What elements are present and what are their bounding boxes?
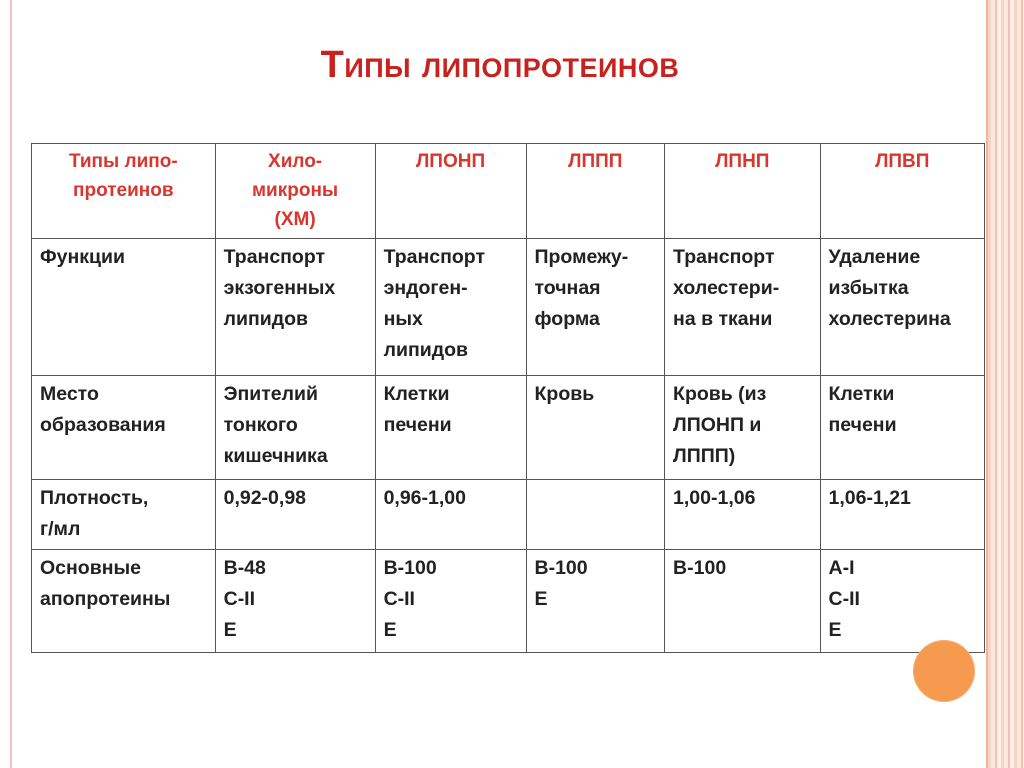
cell-text: 0,92-0,98: [223, 487, 307, 509]
table-cell: [820, 480, 985, 550]
header-cell: [820, 144, 985, 239]
header-cell: [375, 144, 526, 239]
table-cell: [526, 550, 665, 653]
cell-text: ЛППП): [673, 445, 736, 467]
header-cell: [215, 144, 375, 239]
table-cell: [665, 550, 820, 653]
cell-text: Клетки: [828, 383, 895, 405]
header-text: протеинов: [73, 180, 174, 201]
cell-text: А-I: [828, 557, 855, 579]
lipoprotein-table: [31, 143, 985, 653]
cell-text: Кровь: [534, 383, 595, 405]
table-row: [32, 239, 985, 376]
cell-text: ных: [383, 308, 423, 330]
table-cell: [215, 239, 375, 376]
header-text: ЛПНП: [715, 151, 770, 172]
cell-text: экзогенных: [223, 277, 336, 299]
header-text: Типы липо-: [68, 151, 178, 172]
decorative-stripes: [988, 0, 1024, 768]
cell-text: Транспорт: [223, 246, 326, 268]
header-cell: [665, 144, 820, 239]
cell-text: Эпителий: [223, 383, 319, 405]
table-cell: [375, 239, 526, 376]
cell-text: С-II: [383, 588, 415, 610]
header-text: ЛППП: [568, 151, 623, 172]
cell-text: Основные: [40, 557, 141, 579]
slide-left-border: [0, 0, 12, 768]
cell-text: апопротеины: [40, 588, 171, 610]
table-cell: [375, 376, 526, 480]
row-label: [32, 376, 216, 480]
header-text: ЛПОНП: [415, 151, 486, 172]
header-cell: [32, 144, 216, 239]
cell-text: С-II: [223, 588, 256, 610]
cell-text: В-100: [673, 557, 727, 579]
table-cell: [215, 550, 375, 653]
table-cell: [820, 239, 985, 376]
cell-text: тонкого: [223, 414, 298, 436]
row-label: [32, 550, 216, 653]
table-row: [32, 480, 985, 550]
cell-text: избытка: [828, 277, 909, 299]
cell-text: липидов: [223, 308, 309, 330]
cell-text: С-II: [828, 588, 860, 610]
table-cell-empty: [526, 480, 665, 550]
cell-text: Е: [383, 619, 397, 641]
header-text: микроны: [252, 180, 339, 201]
cell-text: кишечника: [223, 445, 328, 467]
cell-text: 1,00-1,06: [673, 487, 756, 509]
table-cell: [665, 239, 820, 376]
decorative-orange-circle: [913, 640, 975, 702]
cell-text: В-48: [223, 557, 266, 579]
cell-text: Транспорт: [383, 246, 486, 268]
cell-text: точная: [534, 277, 601, 299]
cell-text: Плотность,: [40, 487, 149, 509]
cell-text: липидов: [383, 339, 468, 361]
table-header-row: [32, 144, 985, 239]
cell-text: В-100: [534, 557, 588, 579]
table-row: [32, 550, 985, 653]
cell-text: форма: [534, 308, 600, 330]
table-cell: [375, 480, 526, 550]
cell-text: холестерина: [828, 308, 951, 330]
header-text: (ХМ): [274, 209, 316, 230]
cell-text: Функции: [40, 246, 125, 268]
table-cell: [820, 376, 985, 480]
cell-text: образования: [40, 414, 166, 436]
table-cell: [820, 550, 985, 653]
cell-text: Е: [534, 588, 548, 610]
cell-text: печени: [828, 414, 897, 436]
row-label: [32, 480, 216, 550]
table-cell: [526, 376, 665, 480]
cell-text: на в ткани: [673, 308, 773, 330]
header-text: Хило-: [268, 151, 323, 172]
cell-text: Клетки: [383, 383, 450, 405]
cell-text: В-100: [383, 557, 437, 579]
cell-text: 1,06-1,21: [828, 487, 911, 509]
cell-text: ЛПОНП и: [673, 414, 762, 436]
cell-text: Место: [40, 383, 99, 405]
cell-text: Кровь (из: [673, 383, 767, 405]
cell-text: г/мл: [40, 518, 81, 540]
cell-text: печени: [383, 414, 452, 436]
cell-text: Удаление: [828, 246, 921, 268]
cell-text: холестери-: [673, 277, 780, 299]
table-cell: [665, 376, 820, 480]
cell-text: E: [223, 619, 237, 641]
header-cell: [526, 144, 665, 239]
cell-text: Промежу-: [534, 246, 629, 268]
table-cell: [526, 239, 665, 376]
page-title: Типы липопротеинов: [320, 44, 680, 86]
table-cell: [215, 376, 375, 480]
table-cell: [215, 480, 375, 550]
cell-text: эндоген-: [383, 277, 468, 299]
cell-text: Транспорт: [673, 246, 775, 268]
table-cell: [375, 550, 526, 653]
cell-text: Е: [828, 619, 842, 641]
cell-text: 0,96-1,00: [383, 487, 466, 509]
table-cell: [665, 480, 820, 550]
header-text: ЛПВП: [875, 151, 930, 172]
table-row: [32, 376, 985, 480]
row-label: [32, 239, 216, 376]
